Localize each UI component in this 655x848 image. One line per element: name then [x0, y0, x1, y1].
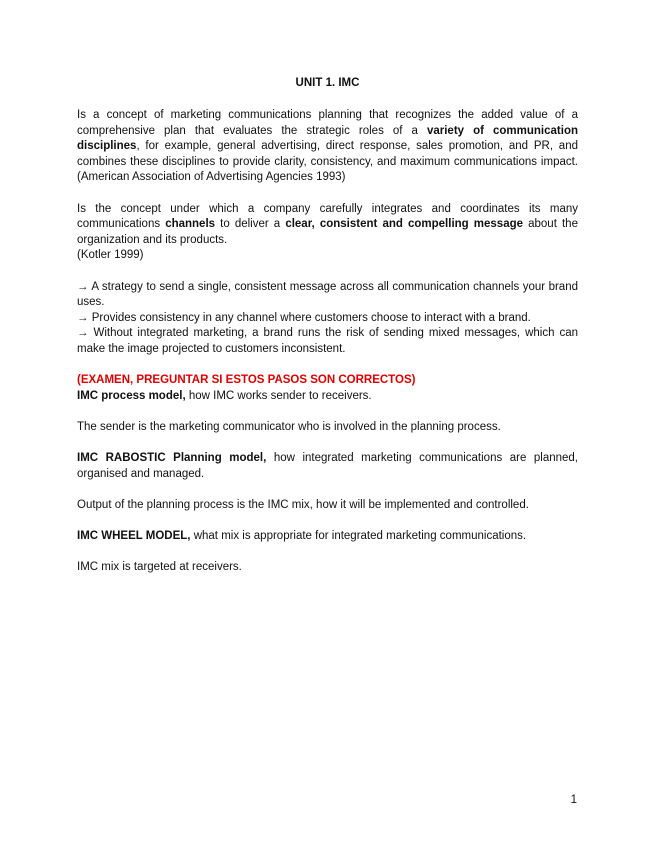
definition-paragraph-2 [77, 202, 578, 249]
output-paragraph: Output of the planning process is the IMC mix, how it will be implemented and controlled. [77, 498, 529, 511]
process-model-paragraph [77, 389, 578, 405]
text-run: Is the concept under which a company carefully integrates and coordinates its many communications [77, 202, 578, 231]
bullet-item: → Provides consistency in any channel where customers choose to interact with a brand. [77, 311, 531, 324]
document-body [77, 108, 578, 576]
page-number: 1 [570, 794, 577, 806]
text-run: Is a concept of marketing communications planning that recognizes the added value of a comprehensive plan that evaluates the strategic roles of a [77, 109, 578, 137]
bullet-item: → Without integrated marketing, a brand runs the risk of sending mixed messages, which can make the image projected to customers inconsistent. [77, 327, 578, 355]
bold-term: IMC RABOSTIC Planning model, [77, 452, 267, 465]
rabostic-paragraph [77, 451, 578, 482]
targeted-paragraph: IMC mix is targeted at receivers. [77, 561, 242, 574]
bold-term: IMC WHEEL MODEL, [77, 530, 191, 543]
text-run: to deliver a [215, 218, 286, 231]
text-run: how IMC works sender to receivers. [185, 389, 372, 402]
bullet-item: → A strategy to send a single, consistent message across all communication channels your brand uses. [77, 280, 578, 309]
page-title: UNIT 1. IMC [295, 77, 360, 89]
bold-term: IMC process model, [77, 389, 186, 402]
text-run: what mix is appropriate for integrated marketing communications. [190, 530, 527, 543]
text-run: about the organization and its products. [77, 218, 578, 246]
text-run: , for example, general advertising, direct response, sales promotion, and PR, and combines these disciplines to provide clarity, consistency, and maximum communications impact. (American Association of Advertising Agencies 1993) [77, 140, 578, 184]
definition-paragraph-1 [77, 108, 578, 186]
citation: (Kotler 1999) [77, 249, 144, 262]
bold-term: variety of communication disciplines [77, 124, 578, 153]
bold-term: channels [165, 218, 216, 231]
sender-paragraph: The sender is the marketing communicator who is involved in the planning process. [77, 420, 501, 433]
wheel-model-paragraph [77, 529, 578, 545]
bold-term: clear, consistent and compelling message [285, 218, 524, 231]
exam-note: (EXAMEN, PREGUNTAR SI ESTOS PASOS SON CORRECTOS) [77, 374, 416, 387]
text-run: how integrated marketing communications are planned, organised and managed. [77, 452, 578, 480]
